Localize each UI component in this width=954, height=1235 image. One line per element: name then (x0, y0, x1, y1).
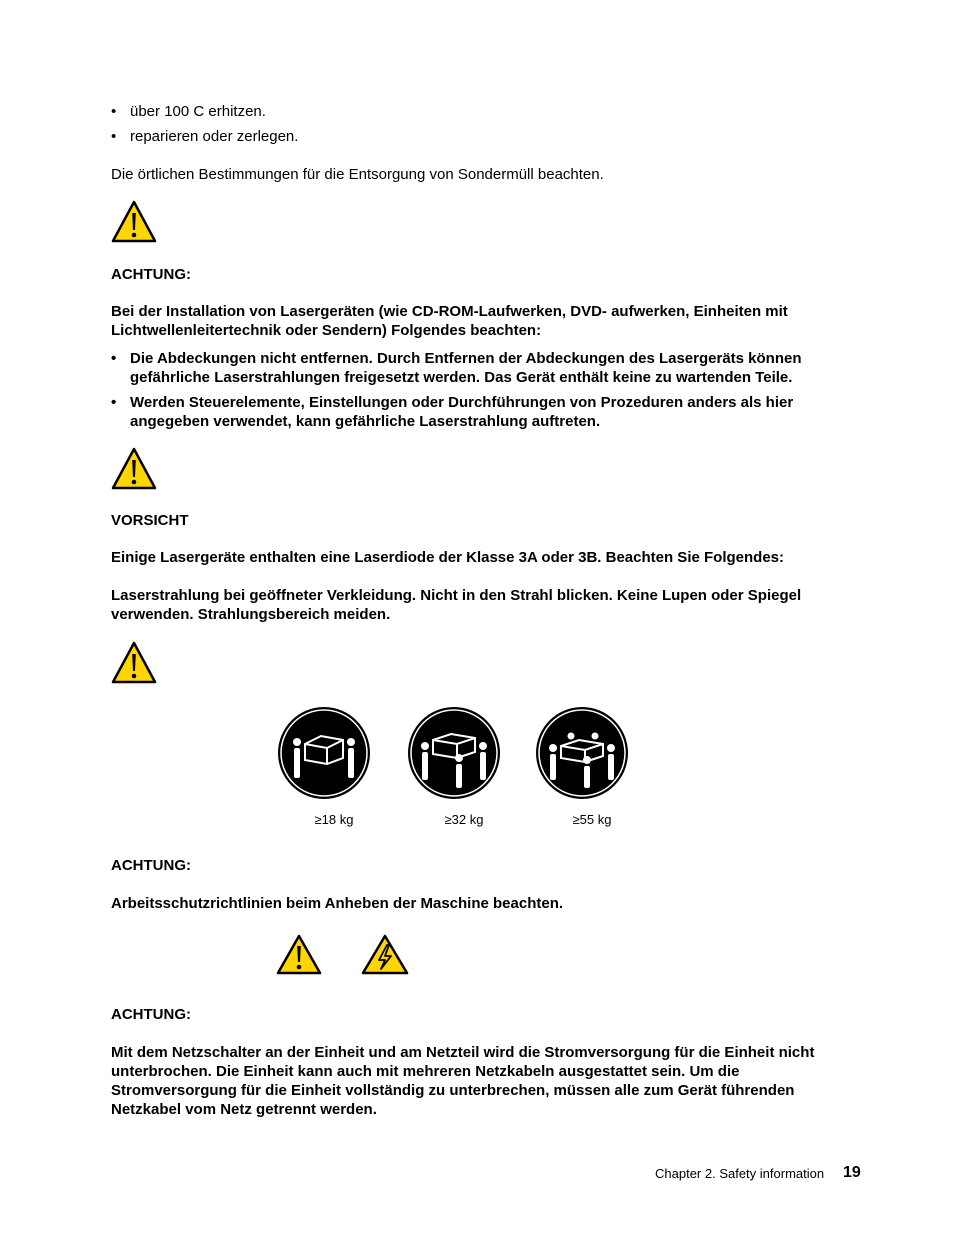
footer-chapter: Chapter 2. Safety information (655, 1166, 825, 1181)
electrical-hazard-icon (361, 934, 409, 975)
power-heading: ACHTUNG: (111, 1006, 191, 1023)
list-item-text: Die Abdeckungen nicht entfernen. Durch Entfernen der Abdeckungen des Lasergeräts können gefährliche Laserstrahlungen freigesetzt werden. Das Gerät enthält keine zu wartenden Teile. (130, 350, 802, 386)
list-item: • Werden Steuerelemente, Einstellungen oder Durchführungen von Prozeduren anders als hier angegeben verwendet, kann gefährliche Laserstrahlung auftreten. (111, 393, 850, 431)
list-item-text: Werden Steuerelemente, Einstellungen oder Durchführungen von Prozeduren anders als hier angegeben verwendet, kann gefährliche Laserstrahlung auftreten. (130, 394, 794, 430)
list-item-text: reparieren oder zerlegen. (130, 128, 299, 145)
list-item-text: über 100 C erhitzen. (130, 103, 266, 120)
vorsicht-line1: Einige Lasergeräte enthalten eine Laserdiode der Klasse 3A oder 3B. Beachten Sie Folgendes: (111, 549, 784, 566)
weight-label: ≥55 kg (572, 812, 612, 827)
weight-label: ≥18 kg (314, 812, 354, 827)
laser-intro: Bei der Installation von Lasergeräten (wie CD-ROM-Laufwerken, DVD- aufwerken, Einheiten mit Lichtwellenleitertechnik oder Sendern) Folgendes beachten: (111, 303, 788, 339)
vorsicht-heading: VORSICHT (111, 512, 189, 529)
warning-triangle-icon (276, 934, 322, 975)
three-person-lift-icon (407, 706, 501, 800)
laser-heading: ACHTUNG: (111, 266, 191, 283)
list-item: • Die Abdeckungen nicht entfernen. Durch Entfernen der Abdeckungen des Lasergeräts können gefährliche Laserstrahlungen freigesetzt werden. Das Gerät enthält keine zu wartenden Teile. (111, 349, 850, 387)
warning-triangle-icon (111, 641, 157, 684)
two-person-lift-icon (277, 706, 371, 800)
lifting-heading: ACHTUNG: (111, 857, 191, 874)
weight-label: ≥32 kg (444, 812, 484, 827)
lifting-text: Arbeitsschutzrichtlinien beim Anheben der Maschine beachten. (111, 895, 564, 912)
warning-triangle-icon (111, 200, 157, 243)
list-item: • über 100 C erhitzen. (111, 102, 850, 121)
power-text: Mit dem Netzschalter an der Einheit und am Netzteil wird die Stromversorgung für die Einheit nicht unterbrochen. Die Einheit kann auch mit mehreren Netzkabeln ausgestattet sein. Um die Stromversorgung für die Einheit vollständig zu unterbrechen, müssen alle zum Gerät führenden Netzkabel vom Netz getrennt werden. (111, 1044, 815, 1118)
vorsicht-line2: Laserstrahlung bei geöffneter Verkleidung. Nicht in den Strahl blicken. Keine Lupen oder Spiegel verwenden. Strahlungsbereich meiden. (111, 587, 802, 623)
warning-triangle-icon (111, 447, 157, 490)
four-person-lift-icon (535, 706, 629, 800)
page-number: 19 (843, 1164, 861, 1181)
list-item: • reparieren oder zerlegen. (111, 127, 850, 146)
disposal-note: Die örtlichen Bestimmungen für die Entsorgung von Sondermüll beachten. (111, 166, 604, 183)
